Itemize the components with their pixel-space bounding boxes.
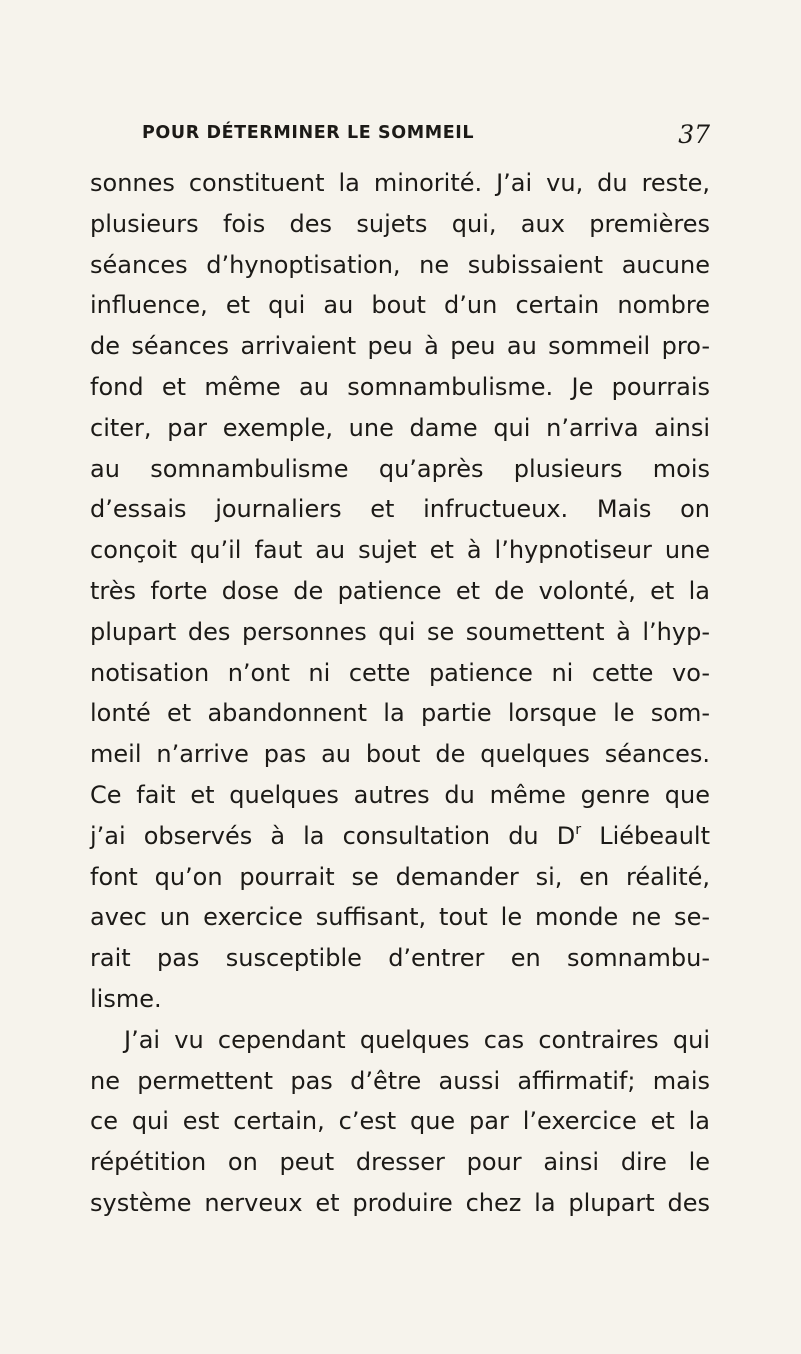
- text-line: rait pas susceptible d’entrer en somnambu-: [90, 944, 710, 973]
- text-line: lisme.: [90, 984, 162, 1013]
- text-line: Ce fait et quelques autres du même genre que: [90, 780, 710, 809]
- text-line: plupart des personnes qui se soumettent à l’hyp-: [90, 617, 710, 646]
- running-head-title: POUR DÉTERMINER LE SOMMEIL: [142, 123, 475, 143]
- text-line: système nerveux et produire chez la plupart des: [90, 1188, 710, 1217]
- text-line: sonnes constituent la minorité. J’ai vu, du reste,: [90, 169, 710, 197]
- text-line: ne permettent pas d’être aussi affirmatif; mais: [90, 1066, 710, 1095]
- text-line: citer, par exemple, une dame qui n’arriva ainsi: [90, 413, 710, 442]
- text-line: d’essais journaliers et infructueux. Mais on: [90, 495, 710, 524]
- line-text-before: j’ai observés à la consultation du D: [90, 821, 576, 850]
- paragraph-first-line: J’ai vu cependant quelques cas contraires qui: [124, 1025, 710, 1054]
- running-head: [142, 118, 710, 148]
- line-text-after: Liébeault: [581, 821, 710, 850]
- text-line: de séances arrivaient peu à peu au sommeil pro-: [90, 332, 710, 361]
- text-line: meil n’arrive pas au bout de quelques séances.: [90, 740, 710, 769]
- doctor-abbreviation-superscript: r: [575, 821, 582, 838]
- text-line: avec un exercice suffisant, tout le monde ne se-: [90, 903, 710, 932]
- text-line: plusieurs fois des sujets qui, aux premières: [90, 209, 710, 238]
- text-line: ce qui est certain, c’est que par l’exercice et la: [90, 1107, 710, 1136]
- page-number: 37: [678, 120, 710, 149]
- text-line: séances d’hynoptisation, ne subissaient aucune: [90, 250, 710, 279]
- text-line: au somnambulisme qu’après plusieurs mois: [90, 454, 710, 483]
- body-text: [90, 163, 710, 1224]
- text-line: conçoit qu’il faut au sujet et à l’hypnotiseur une: [90, 536, 710, 565]
- text-line: font qu’on pourrait se demander si, en réalité,: [90, 862, 710, 891]
- text-line: notisation n’ont ni cette patience ni cette vo-: [90, 658, 710, 687]
- text-line: fond et même au somnambulisme. Je pourrais: [90, 372, 710, 401]
- text-line: très forte dose de patience et de volonté, et la: [90, 576, 710, 605]
- text-line: influence, et qui au bout d’un certain nombre: [90, 291, 710, 320]
- text-line: répétition on peut dresser pour ainsi dire le: [90, 1148, 710, 1177]
- text-line-with-superscript: [90, 816, 710, 857]
- text-line: lonté et abandonnent la partie lorsque le som-: [90, 699, 710, 728]
